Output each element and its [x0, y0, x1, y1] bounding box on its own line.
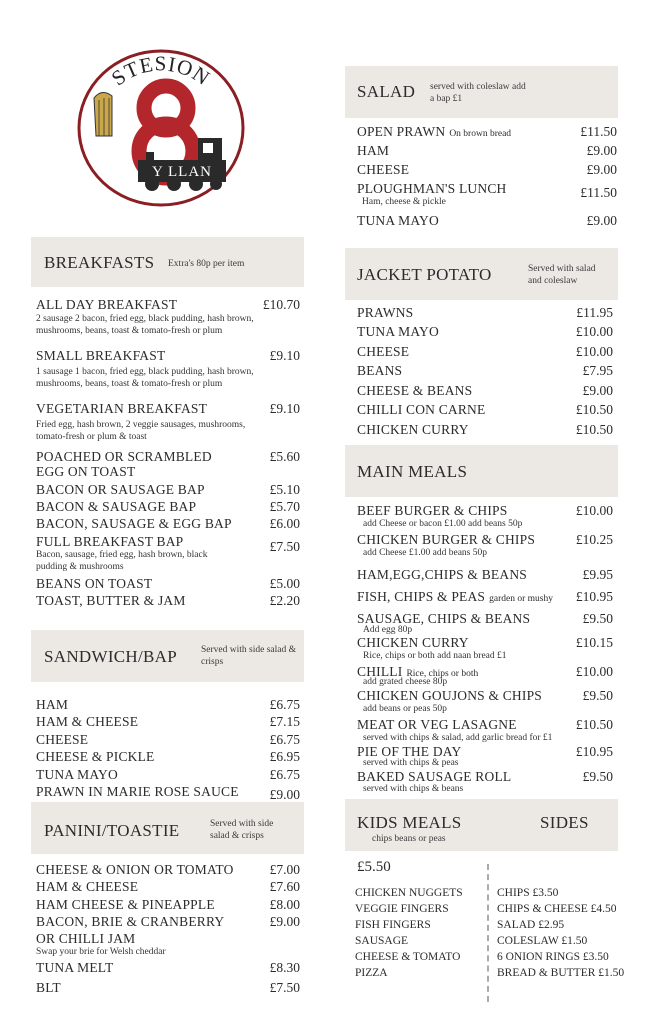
menu-item-desc: Bacon, sausage, fried egg, hash brown, black pudding & mushrooms — [36, 550, 208, 572]
menu-item-name: TUNA MAYO — [36, 767, 118, 782]
menu-item-name: BACON OR SAUSAGE BAP — [36, 482, 205, 497]
menu-item-desc: served with chips & beans — [363, 784, 464, 794]
menu-item-desc: Ham, cheese & pickle — [362, 197, 446, 207]
sides-title: SIDES — [540, 813, 589, 832]
jacket-note: Served with salad and coleslaw — [528, 264, 596, 286]
menu-item-desc: Fried egg, hash brown, 2 veggie sausages, mushrooms, tomato-fresh or plum & toast — [36, 420, 246, 442]
menu-item-price: £6.00 — [269, 516, 300, 531]
menu-item-desc: 1 sausage 1 bacon, fried egg, black pudding, hash brown, mushrooms, beans, toast & tomato-fresh or plum — [36, 367, 254, 389]
menu-item-desc: served with chips & salad, add garlic bread for £1 — [363, 733, 553, 743]
salad-title: SALAD — [357, 82, 416, 101]
menu-item-price: £10.70 — [262, 297, 300, 312]
menu-item-name: CHICKEN CURRY — [357, 635, 469, 650]
menu-item-price: £9.00 — [586, 143, 617, 158]
menu-item-inline-note: garden or mushy — [489, 594, 553, 604]
menu-item-price: £11.95 — [576, 305, 613, 320]
menu-item-name: TUNA MAYO — [357, 324, 439, 339]
menu-item-price: £9.00 — [586, 162, 617, 177]
menu-item-name: SMALL BREAKFAST — [36, 348, 166, 363]
panini-title: PANINI/TOASTIE — [44, 821, 180, 840]
menu-item-name: CHICKEN GOUJONS & CHIPS — [357, 688, 542, 703]
menu-item-price: £9.95 — [582, 567, 613, 582]
menu-item-name — [357, 589, 553, 607]
menu-item-price: £2.20 — [269, 593, 300, 608]
menu-item-name: CHEESE & PICKLE — [36, 749, 155, 764]
list-item: PIZZA — [355, 967, 388, 979]
menu-item-price: £9.50 — [582, 688, 613, 703]
menu-item-price: £10.15 — [575, 635, 613, 650]
menu-item-price: £11.50 — [580, 124, 617, 139]
menu-item-name-text: FISH, CHIPS & PEAS — [357, 589, 486, 604]
logo-top-text: STESION — [106, 51, 215, 91]
list-item: CHIPS £3.50 — [497, 887, 559, 899]
menu-item-price: £10.50 — [575, 402, 613, 417]
menu-item-name: BEANS — [357, 363, 403, 378]
menu-item-price: £9.00 — [582, 383, 613, 398]
menu-item-name: VEGETARIAN BREAKFAST — [36, 401, 208, 416]
menu-item-name: HAM — [36, 697, 69, 712]
list-item: 6 ONION RINGS £3.50 — [497, 951, 609, 963]
list-item: COLESLAW £1.50 — [497, 935, 588, 947]
menu-item-price: £9.50 — [582, 769, 613, 784]
menu-item-name: SAUSAGE, CHIPS & BEANS — [357, 611, 531, 626]
logo-bottom-text: Y LLAN — [151, 164, 213, 180]
menu-item-name: CHEESE & BEANS — [357, 383, 473, 398]
menu-item-name: HAM — [357, 143, 390, 158]
menu-item-name: BACON, SAUSAGE & EGG BAP — [36, 516, 232, 531]
menu-item-name: PRAWNS — [357, 305, 414, 320]
menu-item-desc: add Cheese £1.00 add beans 50p — [363, 548, 487, 558]
menu-item-name: PLOUGHMAN'S LUNCH — [357, 181, 507, 196]
menu-item-name: MEAT OR VEG LASAGNE — [357, 717, 517, 732]
menu-item-name: FULL BREAKFAST BAP — [36, 534, 184, 549]
menu-item-price: £7.50 — [269, 980, 300, 995]
menu-item-inline-note: Rice, chips or both — [406, 669, 479, 679]
breakfasts-title: BREAKFASTS — [44, 253, 155, 272]
logo — [76, 48, 246, 208]
menu-item-price: £5.60 — [269, 449, 300, 464]
menu-item-price: £10.00 — [575, 664, 613, 679]
breakfasts-note: Extra's 80p per item — [168, 259, 245, 269]
menu-item-name: BLT — [36, 980, 61, 995]
menu-item-name: HAM & CHEESE — [36, 714, 139, 729]
menu-item-price: £10.50 — [575, 422, 613, 437]
menu-item-name — [357, 124, 511, 142]
menu-item-price: £5.00 — [269, 576, 300, 591]
menu-item-price: £9.00 — [269, 914, 300, 929]
menu-item-price: £5.10 — [269, 482, 300, 497]
menu-item-price: £8.00 — [269, 897, 300, 912]
menu-item-price: £10.00 — [575, 324, 613, 339]
logo-emblem — [76, 48, 246, 208]
menu-item-price: £7.60 — [269, 879, 300, 894]
menu-item-desc: served with chips & peas — [363, 758, 459, 768]
main-title: MAIN MEALS — [357, 462, 468, 481]
menu-item-desc: Swap your brie for Welsh cheddar — [36, 947, 166, 957]
menu-item-name-text: CHILLI — [357, 664, 403, 679]
menu-item-desc: add grated cheese 80p — [363, 677, 448, 687]
menu-item-price: £10.95 — [575, 744, 613, 759]
list-item: CHEESE & TOMATO — [355, 951, 461, 963]
menu-item-price: £9.50 — [582, 611, 613, 626]
menu-item-price: £9.10 — [269, 401, 300, 416]
menu-item-name: PRAWN IN MARIE ROSE SAUCE — [36, 784, 239, 799]
menu-item-name: TUNA MAYO — [357, 213, 439, 228]
menu-item-name: POACHED OR SCRAMBLED — [36, 449, 212, 464]
sandwich-note: Served with side salad & crisps — [201, 645, 296, 667]
menu-item-price: £9.10 — [269, 348, 300, 363]
menu-item-price: £7.15 — [269, 714, 300, 729]
menu-item-desc: Rice, chips or both add naan bread £1 — [363, 651, 507, 661]
menu-item-name: TUNA MELT — [36, 960, 114, 975]
menu-item-desc: 2 sausage 2 bacon, fried egg, black pudding, hash brown, mushrooms, beans, toast & tomato-fresh or plum — [36, 314, 254, 336]
menu-item-price: £10.25 — [575, 532, 613, 547]
menu-item-name: CHEESE — [36, 732, 89, 747]
list-item: BREAD & BUTTER £1.50 — [497, 967, 625, 979]
salad-note: served with coleslaw add a bap £1 — [430, 82, 526, 104]
menu-item-name: CHEESE — [357, 344, 410, 359]
list-item: SAUSAGE — [355, 935, 409, 947]
menu-item-price: £9.00 — [269, 787, 300, 802]
menu-item-price: £10.00 — [575, 503, 613, 518]
menu-item-name: CHICKEN CURRY — [357, 422, 469, 437]
menu-item-name: CHICKEN BURGER & CHIPS — [357, 532, 536, 547]
menu-item-price: £7.50 — [269, 539, 300, 554]
menu-item-price: £6.95 — [269, 749, 300, 764]
menu-item-name: HAM,EGG,CHIPS & BEANS — [357, 567, 527, 582]
kids-price: £5.50 — [357, 859, 391, 875]
list-item: SALAD £2.95 — [497, 919, 565, 931]
menu-item-price: £6.75 — [269, 767, 300, 782]
menu-item-price: £11.50 — [580, 185, 617, 200]
menu-item-desc: add Cheese or bacon £1.00 add beans 50p — [363, 519, 523, 529]
menu-item-price: £7.95 — [582, 363, 613, 378]
menu-item-name: HAM & CHEESE — [36, 879, 139, 894]
menu-item-price: £10.50 — [575, 717, 613, 732]
menu-item-price: £5.70 — [269, 499, 300, 514]
list-item: CHIPS & CHEESE £4.50 — [497, 903, 617, 915]
menu-item-price: £6.75 — [269, 732, 300, 747]
harp-icon — [94, 92, 112, 136]
menu-item-price: £7.00 — [269, 862, 300, 877]
menu-item-desc: add beans or peas 50p — [363, 704, 447, 714]
menu-item-name: TOAST, BUTTER & JAM — [36, 593, 186, 608]
menu-item-name: BACON & SAUSAGE BAP — [36, 499, 197, 514]
jacket-title: JACKET POTATO — [357, 265, 492, 284]
menu-item-name: HAM CHEESE & PINEAPPLE — [36, 897, 215, 912]
sandwich-title: SANDWICH/BAP — [44, 647, 178, 666]
divider — [487, 864, 489, 1002]
panini-note: Served with side salad & crisps — [210, 819, 274, 841]
menu-item-inline-note: On brown bread — [449, 129, 512, 139]
menu-item-price: £6.75 — [269, 697, 300, 712]
menu-item-name: CHEESE & ONION OR TOMATO — [36, 862, 234, 877]
menu-item-name: BEANS ON TOAST — [36, 576, 153, 591]
list-item: VEGGIE FINGERS — [355, 903, 449, 915]
menu-item-desc: Add egg 80p — [363, 625, 413, 635]
menu-item-price: £9.00 — [586, 213, 617, 228]
menu-item-price: £10.95 — [575, 589, 613, 604]
list-item: FISH FINGERS — [355, 919, 431, 931]
menu-item-price: £10.00 — [575, 344, 613, 359]
menu-item-name: BEEF BURGER & CHIPS — [357, 503, 508, 518]
kids-note: chips beans or peas — [372, 834, 446, 844]
menu-item-name: BAKED SAUSAGE ROLL — [357, 769, 512, 784]
menu-item-price: £8.30 — [269, 960, 300, 975]
list-item: CHICKEN NUGGETS — [355, 887, 463, 899]
menu-item-name: ALL DAY BREAKFAST — [36, 297, 178, 312]
menu-item-name-line2: EGG ON TOAST — [36, 464, 136, 479]
menu-item-name: CHILLI CON CARNE — [357, 402, 486, 417]
menu-item-name: BACON, BRIE & CRANBERRY — [36, 914, 225, 929]
menu-item-name: CHEESE — [357, 162, 410, 177]
menu-item-name-line2: OR CHILLI JAM — [36, 931, 136, 946]
kids-title: KIDS MEALS — [357, 813, 462, 832]
menu-item-name: PIE OF THE DAY — [357, 744, 462, 759]
menu-item-name-text: OPEN PRAWN — [357, 124, 446, 139]
